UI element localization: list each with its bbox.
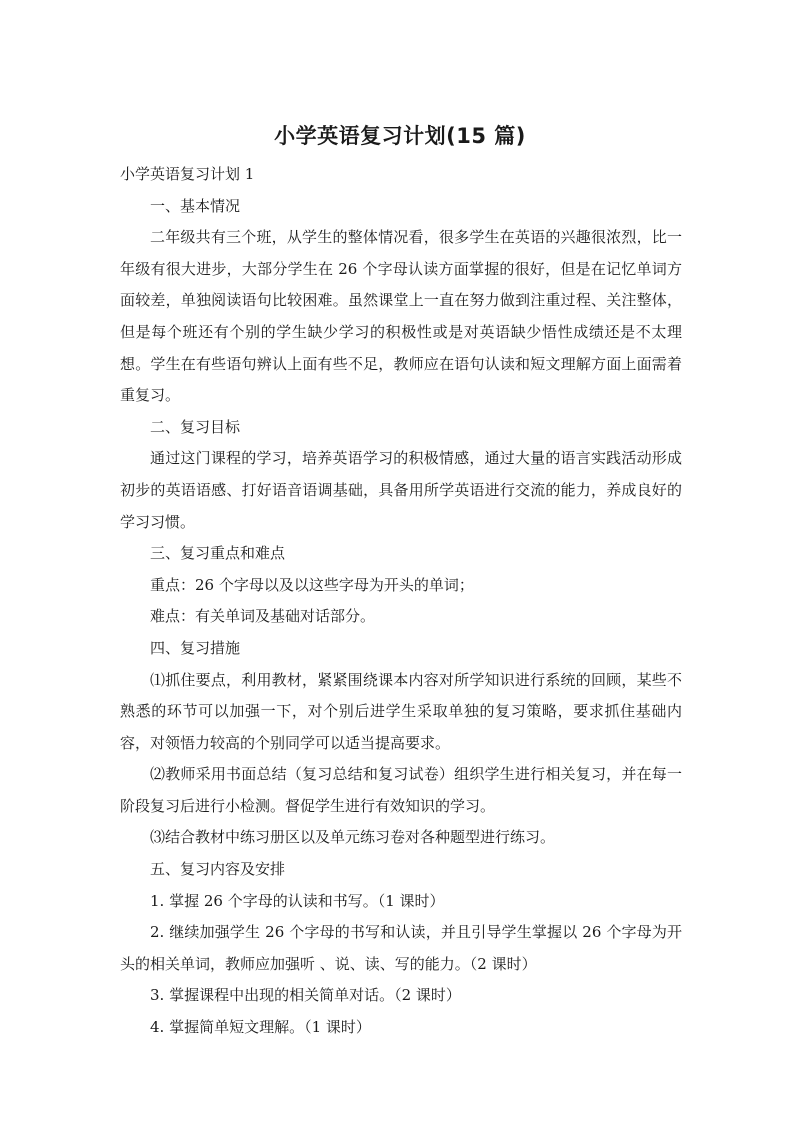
body-paragraph: 二年级共有三个班，从学生的整体情况看，很多学生在英语的兴趣很浓烈，比一年级有很大进步，大部分学生在 26 个字母认读方面掌握的很好，但是在记忆单词方面较差，单独阅读语句比较困难。虽然课堂上一直在努力做到注重过程、关注整体，但是每个班还有个别的学生缺少学习的积极性或是对英语缺少悟性成绩还是不太理想。学生在有些语句辨认上面有些不足，教师应在语句认读和短文理解方面上面需着重复习。 [120, 228, 682, 405]
body-paragraph: 通过这门课程的学习，培养英语学习的积极情感，通过大量的语言实践活动形成初步的英语语感、打好语音语调基础，具备用所学英语进行交流的能力，养成良好的学习习惯。 [120, 449, 682, 531]
document-body [120, 159, 682, 1044]
list-item: 2. 继续加强学生 26 个字母的书写和认读，并且引导学生掌握以 26 个字母为开头的相关单词，教师应加强听 、说、读、写的能力。（2 课时） [120, 923, 682, 973]
section-heading: 三、复习重点和难点 [150, 544, 286, 563]
list-item: ⑶结合教材中练习册区以及单元练习卷对各种题型进行练习。 [150, 828, 556, 847]
section-heading: 一、基本情况 [150, 196, 241, 215]
list-item: 3. 掌握课程中出现的相关简单对话。（2 课时） [150, 986, 461, 1005]
section-heading: 五、复习内容及安排 [150, 860, 286, 879]
section-heading: 小学英语复习计划 1 [120, 165, 255, 183]
list-item: ⑵教师采用书面总结（复习总结和复习试卷）组织学生进行相关复习，并在每一阶段复习后进行小检测。督促学生进行有效知识的学习。 [120, 765, 682, 815]
body-paragraph: 重点：26 个字母以及以这些字母为开头的单词； [150, 575, 474, 594]
list-item: ⑴抓住要点，利用教材，紧紧围绕课本内容对所学知识进行系统的回顾，某些不熟悉的环节可以加强一下，对个别后进学生采取单独的复习策略，要求抓住基础内容，对领悟力较高的个别同学可以适当提高要求。 [120, 670, 682, 752]
section-heading: 四、复习措施 [150, 638, 241, 657]
section-heading: 二、复习目标 [150, 417, 241, 436]
list-item: 1. 掌握 26 个字母的认读和书写。（1 课时） [150, 891, 445, 910]
list-item: 4. 掌握简单短文理解。（1 课时） [150, 1018, 371, 1037]
document-title: 小学英语复习计划(15 篇) [274, 124, 526, 148]
body-paragraph: 难点：有关单词及基础对话部分。 [150, 607, 376, 626]
